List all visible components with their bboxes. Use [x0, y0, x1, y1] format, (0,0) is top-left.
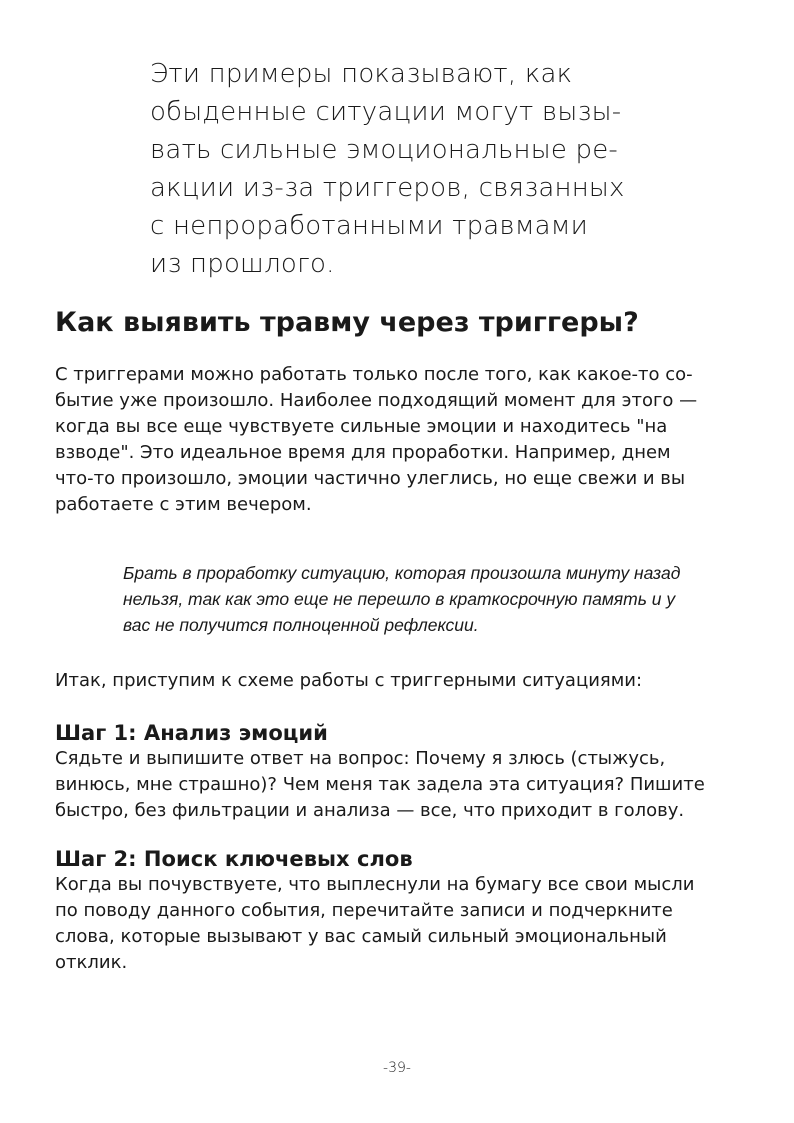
step-2-line: отклик.: [55, 952, 128, 973]
intro-line: С триггерами можно работать только после того, как какое-то со-: [55, 364, 693, 385]
intro-line: взводе". Это идеальное время для проработки. Например, днем: [55, 442, 671, 463]
section-heading: Как выявить травму через триггеры?: [55, 307, 639, 338]
step-2-heading: Шаг 2: Поиск ключевых слов: [55, 846, 413, 871]
intro-line: работаете с этим вечером.: [55, 494, 312, 515]
step-2-line: по поводу данного события, перечитайте записи и подчеркните: [55, 900, 673, 921]
step-1-line: быстро, без фильтрации и анализа — все, что приходит в голову.: [55, 800, 685, 821]
step-1-paragraph: [55, 746, 705, 824]
note-line: вас не получится полноценной рефлексии.: [123, 614, 479, 635]
intro-line: бытие уже произошло. Наиболее подходящий момент для этого —: [55, 390, 698, 411]
pull-quote-line: обыденные ситуации могут вызы-: [150, 97, 622, 127]
intro-line: когда вы все еще чувствуете сильные эмоции и находитесь "на: [55, 416, 668, 437]
italic-note: [123, 560, 723, 638]
page-number: -39-: [383, 1060, 411, 1076]
step-2-paragraph: [55, 872, 695, 976]
pull-quote: [150, 55, 710, 283]
intro-paragraph: [55, 362, 697, 518]
intro-line: что-то произошло, эмоции частично улеглись, но еще свежи и вы: [55, 468, 686, 489]
transition-paragraph: Итак, приступим к схеме работы с триггерными ситуациями:: [55, 670, 643, 691]
step-1-line: винюсь, мне страшно)? Чем меня так задела эта ситуация? Пишите: [55, 774, 705, 795]
pull-quote-line: вать сильные эмоциональные ре-: [150, 135, 618, 165]
step-2-line: Когда вы почувствуете, что выплеснули на бумагу все свои мысли: [55, 874, 695, 895]
note-line: нельзя, так как это еще не перешло в краткосрочную память и у: [123, 588, 676, 609]
step-2-line: слова, которые вызывают у вас самый сильный эмоциональный: [55, 926, 667, 947]
pull-quote-line: с непроработанными травмами: [150, 211, 588, 241]
step-1-heading: Шаг 1: Анализ эмоций: [55, 720, 328, 745]
pull-quote-line: акции из-за триггеров, связанных: [150, 173, 625, 203]
step-1-line: Сядьте и выпишите ответ на вопрос: Почему я злюсь (стыжусь,: [55, 748, 666, 769]
pull-quote-line: из прошлого.: [150, 249, 335, 279]
note-line: Брать в проработку ситуацию, которая произошла минуту назад: [123, 562, 681, 583]
pull-quote-line: Эти примеры показывают, как: [150, 59, 573, 89]
